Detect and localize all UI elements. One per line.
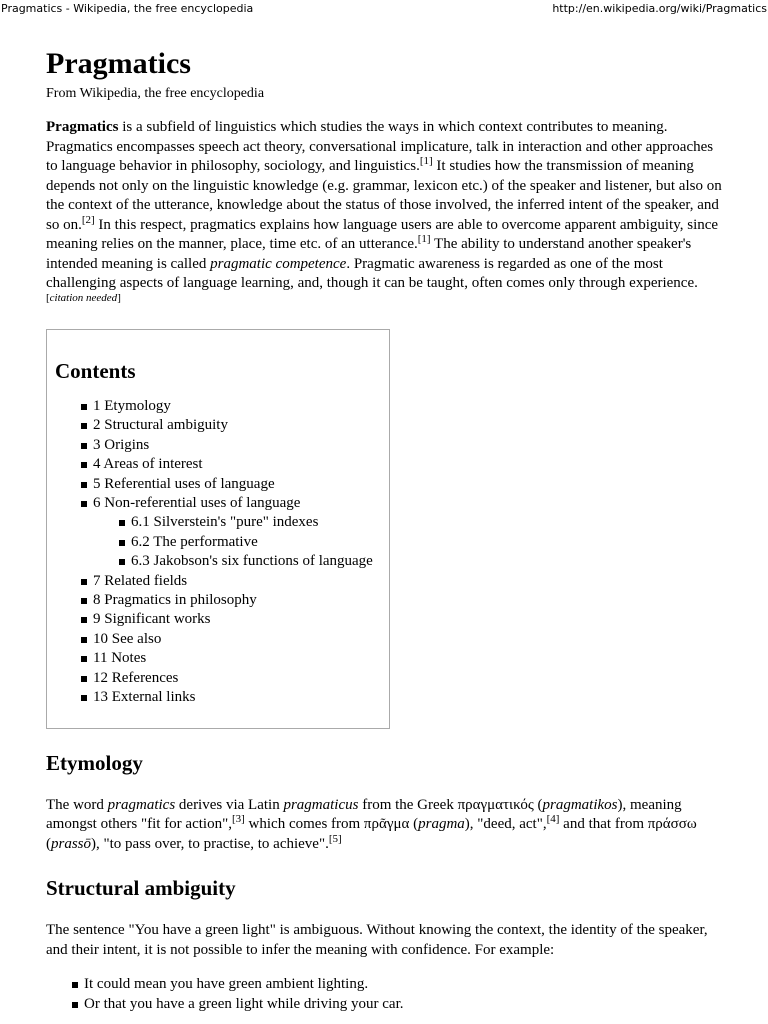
toc-item[interactable] (81, 688, 389, 707)
etymology-text: ), "deed, act", (464, 816, 547, 832)
etymology-emphasis: pragma (418, 816, 465, 832)
toc-link-pragmatics-in-philosophy[interactable]: 8 Pragmatics in philosophy (93, 592, 257, 609)
section-heading-etymology: Etymology (46, 750, 143, 775)
intro-text-5: . Pragmatic awareness is regarded as one of the most challenging aspects of language learning, and, though it can be taught, often comes only through experience. (46, 255, 698, 291)
intro-text-2: It studies how the transmission of meaning depends not only on the linguistic knowledge (e.g. grammar, lexicon etc.) of the speaker and listener, but also on the context of the utterance, knowledge about the status of those involved, the inferred intent of the speaker, and so on. (46, 158, 722, 233)
etymology-emphasis: pragmatics (107, 796, 176, 813)
etymology-text: from the Greek πραγματικός ( (358, 796, 543, 813)
example-list (46, 975, 726, 1014)
etymology-text: ), "to pass over, to practise, to achieve". (91, 835, 329, 852)
print-page-url: http://en.wikipedia.org/wiki/Pragmatics (552, 2, 767, 15)
toc-link-areas-of-interest[interactable]: 4 Areas of interest (93, 456, 203, 473)
etymology-emphasis: prassō (51, 835, 92, 852)
toc-link-pure-indexes[interactable]: 6.1 Silverstein's "pure" indexes (131, 514, 319, 531)
toc-link-origins[interactable]: 3 Origins (93, 436, 150, 453)
etymology-text: which comes from πρᾶγμα ( (244, 816, 419, 832)
intro-text-3: In this respect, pragmatics explains how language users are able to overcome apparent ambiguity, since meaning relies on the manner, place, time etc. of an utterance. (46, 216, 719, 252)
print-header (0, 0, 768, 20)
citation-link-4[interactable]: [4] (546, 813, 560, 825)
toc-list (55, 397, 389, 708)
list-item: It could mean you have green ambient lighting. (72, 975, 726, 995)
print-page-title: Pragmatics - Wikipedia, the free encyclopedia (1, 2, 254, 15)
toc-item[interactable] (81, 591, 389, 610)
table-of-contents (46, 329, 390, 729)
toc-link-referential-uses[interactable]: 5 Referential uses of language (93, 475, 275, 492)
intro-bold-term: Pragmatics (46, 119, 119, 135)
toc-link-significant-works[interactable]: 9 Significant works (93, 611, 211, 628)
list-item: Or that you have a green light while driving your car. (72, 995, 726, 1015)
toc-item[interactable] (81, 455, 389, 474)
structural-paragraph: The sentence "You have a green light" is ambiguous. Without knowing the context, the identity of the speaker, and their intent, it is not possible to infer the meaning with confidence. For example: (46, 922, 708, 958)
toc-item[interactable] (81, 416, 389, 435)
intro-paragraph (46, 118, 726, 313)
etymology-emphasis: pragmatikos (542, 796, 618, 813)
etymology-text: derives via Latin (175, 796, 284, 813)
intro-emphasis: pragmatic competence (210, 255, 347, 272)
etymology-text: and that from πράσσω ( (46, 816, 697, 852)
toc-item[interactable] (81, 649, 389, 668)
toc-item[interactable] (81, 494, 389, 572)
toc-link-performative[interactable]: 6.2 The performative (131, 533, 258, 550)
toc-link-notes[interactable]: 11 Notes (93, 650, 147, 667)
toc-subitem[interactable] (119, 513, 389, 532)
etymology-text: The word (46, 796, 108, 813)
citation-link-5[interactable]: [5] (328, 832, 342, 845)
toc-link-see-also[interactable]: 10 See also (93, 630, 162, 647)
intro-text-1: is a subfield of linguistics which studies the ways in which context contributes to meaning. Pragmatics encompasses speech act theory, conversational implicature, talk in interaction and other approaches to language behavior in philosophy, sociology, and linguistics. (46, 119, 714, 174)
toc-item[interactable] (81, 475, 389, 494)
citation-link-1[interactable]: [1] (419, 155, 433, 167)
toc-item[interactable] (81, 436, 389, 455)
toc-item[interactable] (81, 572, 389, 591)
etymology-paragraph (46, 796, 726, 855)
citation-link-3[interactable]: [3] (231, 813, 245, 825)
citation-link-2[interactable]: [2] (81, 213, 95, 226)
section-heading-structural-ambiguity: Structural ambiguity (46, 876, 236, 900)
citation-needed-link[interactable]: citation needed (49, 291, 118, 304)
toc-link-related-fields[interactable]: 7 Related fields (93, 572, 188, 589)
intro-text-4: The ability to understand another speaker's intended meaning is called (46, 236, 692, 272)
page-title: Pragmatics (46, 47, 191, 80)
page-subtitle: From Wikipedia, the free encyclopedia (46, 86, 265, 101)
toc-sublist (93, 513, 389, 571)
citation-link-3[interactable]: [1] (417, 233, 431, 245)
toc-subitem[interactable] (119, 533, 389, 552)
toc-link-external-links[interactable]: 13 External links (93, 689, 196, 706)
citation-needed-open: [ (46, 291, 50, 304)
etymology-text: ), meaning amongst others "fit for action", (46, 796, 682, 832)
toc-link-references[interactable]: 12 References (93, 669, 179, 686)
toc-link-structural-ambiguity[interactable]: 2 Structural ambiguity (93, 417, 228, 434)
toc-link-non-referential-uses[interactable]: 6 Non-referential uses of language (93, 495, 301, 512)
toc-item[interactable] (81, 630, 389, 649)
toc-subitem[interactable] (119, 552, 389, 571)
article-content (46, 46, 726, 1014)
citation-needed-close: ] (117, 291, 121, 304)
toc-item[interactable] (81, 397, 389, 416)
etymology-emphasis: pragmaticus (283, 796, 359, 813)
toc-item[interactable] (81, 669, 389, 688)
toc-link-etymology[interactable]: 1 Etymology (93, 398, 171, 414)
toc-heading: Contents (55, 359, 136, 383)
toc-link-jakobson-functions[interactable]: 6.3 Jakobson's six functions of language (131, 553, 373, 570)
toc-item[interactable] (81, 610, 389, 629)
